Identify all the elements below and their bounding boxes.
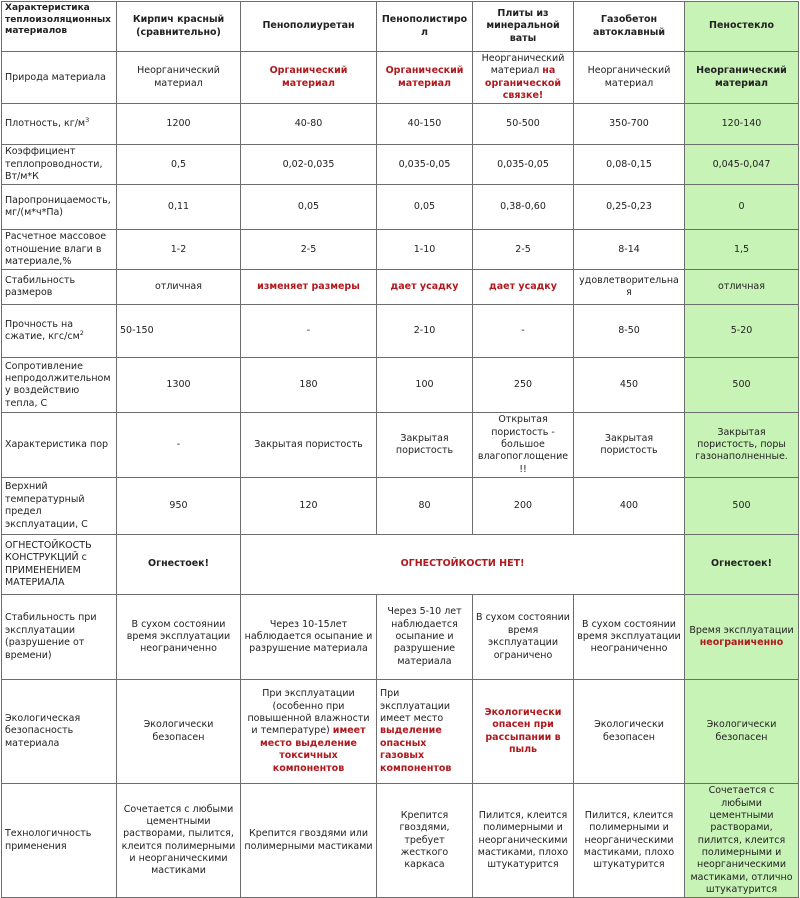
- table-row: [2, 104, 799, 145]
- property-label-text: Характеристика пор: [5, 439, 109, 451]
- corner-header: Характеристика теплоизоляционных материалов: [2, 2, 117, 52]
- value-cell: [574, 52, 685, 104]
- cell-text: 950: [169, 499, 188, 511]
- property-label-text: ОГНЕСТОЙКОСТЬ КОНСТРУКЦИЙ с ПРИМЕНЕНИЕМ МАТЕРИАЛА: [5, 539, 92, 588]
- cell-text: отличная: [155, 281, 202, 293]
- cell-text: Неорганический материал: [137, 65, 220, 89]
- cell-text: 2-10: [413, 325, 436, 337]
- cell-text: Время эксплуатации: [689, 624, 794, 636]
- cell-text: 0,25-0,23: [606, 201, 652, 213]
- value-cell-foamglass: [685, 413, 799, 478]
- value-cell: [241, 784, 377, 898]
- value-cell: [473, 145, 574, 185]
- table-row: [2, 535, 799, 595]
- table-row: [2, 784, 799, 898]
- value-cell: [377, 358, 473, 413]
- value-cell: [241, 413, 377, 478]
- value-cell-foamglass: [685, 680, 799, 784]
- cell-text: -: [176, 439, 181, 451]
- warning-text: выделение опасных газовых компонентов: [380, 725, 452, 774]
- cell-text: В сухом состоянии время эксплуатации ограничено: [476, 612, 570, 661]
- warning-text: дает усадку: [390, 281, 459, 293]
- property-label: [2, 680, 117, 784]
- warning-text: Экологически опасен при рассыпании в пыль: [484, 706, 562, 755]
- value-cell: [473, 230, 574, 270]
- value-cell: [473, 595, 574, 680]
- cell-text: 500: [732, 499, 751, 511]
- value-cell: [241, 185, 377, 230]
- value-cell: [377, 305, 473, 358]
- cell-text: Неорганический материал: [696, 65, 787, 89]
- property-label: [2, 478, 117, 535]
- cell-text: 0,11: [167, 201, 190, 213]
- cell-text: 0,5: [170, 158, 187, 170]
- cell-text: 2-5: [300, 243, 317, 255]
- material-header: Плиты из минеральной ваты: [473, 2, 574, 52]
- cell-text: 250: [513, 379, 533, 391]
- value-cell: [473, 413, 574, 478]
- warning-text: Органический материал: [385, 65, 464, 89]
- property-label-text: Верхний температурный предел эксплуатации, С: [5, 481, 88, 530]
- property-label: [2, 413, 117, 478]
- value-cell: [377, 680, 473, 784]
- cell-text: При эксплуатации имеет место: [380, 688, 451, 725]
- property-label-text: Плотность, кг/м: [5, 118, 86, 130]
- value-cell: [117, 305, 241, 358]
- value-cell: [117, 270, 241, 305]
- warning-text: на органической связке!: [484, 65, 562, 102]
- property-label: [2, 358, 117, 413]
- value-cell: [241, 358, 377, 413]
- property-label-text: Технологичность применения: [5, 828, 92, 852]
- table-row: [2, 270, 799, 305]
- value-cell: [377, 595, 473, 680]
- cell-text: 8-50: [618, 325, 640, 337]
- cell-text: 120: [299, 499, 318, 511]
- cell-text: Через 5-10 лет наблюдается осыпание и разрушение материала: [387, 606, 462, 667]
- cell-text: 1-10: [413, 243, 436, 255]
- value-cell: [377, 104, 473, 145]
- value-cell: [473, 104, 574, 145]
- cell-text: 0: [738, 201, 745, 213]
- cell-text: 180: [299, 379, 318, 391]
- value-cell: [574, 784, 685, 898]
- property-label: [2, 185, 117, 230]
- cell-text: 0,08-0,15: [606, 158, 652, 170]
- value-cell: [377, 784, 473, 898]
- property-label: [2, 595, 117, 680]
- value-cell: [574, 145, 685, 185]
- cell-text: 50-500: [506, 118, 540, 130]
- material-header: Пенополистирол: [377, 2, 473, 52]
- warning-text: дает усадку: [489, 281, 557, 293]
- cell-text: Сочетается с любыми цементными растворами, пылится, клеится полимерными и неорганическими мастиками: [121, 803, 236, 877]
- value-cell: [377, 413, 473, 478]
- value-cell: [117, 185, 241, 230]
- cell-text: Пилится, клеится полимерными и неорганическими мастиками, плохо штукатурится: [477, 809, 569, 871]
- cell-text: Экологически безопасен: [143, 719, 214, 743]
- value-cell: [377, 145, 473, 185]
- cell-text: 350-700: [609, 118, 649, 130]
- cell-text: Сочетается с любыми цементными растворами, пилится, клеится полимерными и неорганическими мастиками, отлично штукатурится: [690, 785, 793, 895]
- value-cell-foamglass: [685, 478, 799, 535]
- value-cell: [473, 478, 574, 535]
- value-cell: [574, 104, 685, 145]
- property-label-text: Расчетное массовое отношение влаги в материале,%: [5, 231, 107, 268]
- value-cell-foamglass: [685, 185, 799, 230]
- fire-resistance-none-cell: ОГНЕСТОЙКОСТИ НЕТ!: [241, 535, 685, 595]
- value-cell: [473, 680, 574, 784]
- table-row: [2, 185, 799, 230]
- fire-resistance-cell-foamglass: Огнестоек!: [685, 535, 799, 595]
- value-cell: [241, 478, 377, 535]
- table-row: [2, 305, 799, 358]
- property-label: [2, 230, 117, 270]
- value-cell-foamglass: [685, 270, 799, 305]
- cell-text: 1,5: [733, 243, 750, 255]
- value-cell: [473, 358, 574, 413]
- value-cell: [574, 270, 685, 305]
- value-cell: [574, 595, 685, 680]
- cell-text: Неорганический материал: [587, 65, 671, 89]
- value-cell-foamglass: [685, 358, 799, 413]
- table-row: [2, 230, 799, 270]
- value-cell: [574, 185, 685, 230]
- cell-text: 500: [732, 379, 751, 391]
- cell-text: Крепится гвоздями, требует жесткого каркаса: [399, 809, 450, 871]
- property-label-text: Коэффициент теплопроводности, Вт/м*К: [5, 146, 103, 183]
- value-cell: [377, 270, 473, 305]
- cell-text: В сухом состоянии время эксплуатации неограниченно: [126, 618, 231, 655]
- warning-text: изменяет размеры: [257, 281, 360, 293]
- property-label: [2, 104, 117, 145]
- value-cell: [241, 52, 377, 104]
- property-label: [2, 535, 117, 595]
- table-row: [2, 52, 799, 104]
- cell-text: Экологически безопасен: [594, 719, 664, 743]
- cell-text: 400: [619, 499, 639, 511]
- cell-text: Закрытая пористость, поры газонаполненные.: [695, 426, 788, 463]
- value-cell: [473, 784, 574, 898]
- cell-text: 1-2: [170, 243, 187, 255]
- cell-text: 5-20: [730, 325, 753, 337]
- property-label: [2, 270, 117, 305]
- cell-text: -: [306, 325, 311, 337]
- value-cell: [117, 230, 241, 270]
- material-header: Газобетон автоклавный: [574, 2, 685, 52]
- property-label-text: Стабильность при эксплуатации (разрушение от времени): [5, 612, 97, 661]
- value-cell: [377, 185, 473, 230]
- table-body: [2, 52, 799, 898]
- value-cell: [117, 52, 241, 104]
- cell-text: 2-5: [515, 243, 531, 255]
- cell-text: В сухом состоянии время эксплуатации неограниченно: [577, 618, 681, 655]
- property-label-text: Сопротивление непродолжительному воздействию тепла, С: [5, 360, 111, 409]
- cell-text: 0,38-0,60: [500, 201, 546, 213]
- cell-text: -: [521, 325, 525, 337]
- warning-text: неограниченно: [699, 637, 784, 649]
- cell-text: 0,035-0,05: [497, 158, 549, 170]
- value-cell: [117, 145, 241, 185]
- value-cell: [241, 305, 377, 358]
- value-cell: [241, 595, 377, 680]
- warning-text: имеет место выделение токсичных компонентов: [260, 725, 366, 774]
- cell-text: 8-14: [618, 243, 640, 255]
- cell-text: Закрытая пористость: [600, 432, 658, 457]
- property-label-text: Природа материала: [5, 71, 106, 83]
- table-row: [2, 145, 799, 185]
- value-cell: [574, 230, 685, 270]
- cell-text: Пилится, клеится полимерными и неорганическими мастиками, плохо штукатурится: [583, 809, 675, 871]
- header-row: [2, 2, 799, 52]
- value-cell: [574, 358, 685, 413]
- cell-text: 200: [513, 499, 533, 511]
- cell-text: 80: [418, 499, 431, 511]
- value-cell: [473, 52, 574, 104]
- value-cell: [117, 478, 241, 535]
- value-cell-foamglass: [685, 305, 799, 358]
- warning-text: Органический материал: [269, 65, 348, 89]
- value-cell: [574, 413, 685, 478]
- value-cell: [117, 680, 241, 784]
- property-label: [2, 52, 117, 104]
- property-label-text: Паропроницаемость, мг/(м*ч*Па): [5, 195, 111, 219]
- value-cell: [377, 230, 473, 270]
- property-label: [2, 145, 117, 185]
- value-cell-foamglass: [685, 145, 799, 185]
- unit-superscript: 2: [79, 329, 84, 338]
- cell-text: 0,045-0,047: [712, 158, 771, 170]
- value-cell: [574, 305, 685, 358]
- property-label-text: Экологическая безопасность материала: [5, 713, 81, 749]
- value-cell: [473, 270, 574, 305]
- value-cell: [117, 784, 241, 898]
- value-cell: [574, 680, 685, 784]
- cell-text: При эксплуатации (особенно при повышенной влажности и температуре): [247, 688, 370, 737]
- material-header: Кирпич красный (сравнительно): [117, 2, 241, 52]
- cell-text: Закрытая пористость: [254, 439, 363, 451]
- cell-text: 100: [415, 379, 434, 391]
- value-cell: [241, 145, 377, 185]
- table-row: [2, 413, 799, 478]
- material-header: Пенополиуретан: [241, 2, 377, 52]
- value-cell: [377, 52, 473, 104]
- value-cell: [241, 230, 377, 270]
- table-row: [2, 595, 799, 680]
- cell-text: Неорганический материал: [481, 53, 565, 77]
- cell-text: 0,05: [413, 201, 436, 213]
- table-row: [2, 358, 799, 413]
- property-label-text: Прочность на сжатие, кгс/см: [5, 319, 80, 343]
- cell-text: 1200: [166, 118, 191, 130]
- cell-text: 40-150: [407, 118, 442, 130]
- value-cell: [473, 305, 574, 358]
- cell-text: 40-80: [294, 118, 323, 130]
- value-cell-foamglass: [685, 595, 799, 680]
- material-header-foamglass: Пеностекло: [685, 2, 799, 52]
- cell-text: 120-140: [721, 118, 762, 130]
- value-cell: [117, 104, 241, 145]
- value-cell-foamglass: [685, 104, 799, 145]
- cell-text: 50-150: [120, 325, 154, 337]
- table-row: [2, 478, 799, 535]
- value-cell: [117, 595, 241, 680]
- value-cell: [574, 478, 685, 535]
- cell-text: Экологически безопасен: [706, 719, 777, 743]
- table-row: [2, 680, 799, 784]
- value-cell: [241, 680, 377, 784]
- property-label-text: Стабильность размеров: [5, 275, 76, 299]
- value-cell-foamglass: [685, 52, 799, 104]
- value-cell: [117, 358, 241, 413]
- property-label: [2, 305, 117, 358]
- cell-text: Закрытая пористость: [395, 432, 454, 457]
- cell-text: отличная: [718, 281, 765, 293]
- cell-text: Через 10-15лет наблюдается осыпание и разрушение материала: [244, 618, 373, 655]
- value-cell: [241, 104, 377, 145]
- cell-text: Открытая пористость - большое влагопоглощение!!: [477, 414, 569, 475]
- cell-text: 450: [619, 379, 639, 391]
- property-label: [2, 784, 117, 898]
- fire-resistance-cell: Огнестоек!: [117, 535, 241, 595]
- value-cell-foamglass: [685, 230, 799, 270]
- insulation-comparison-table: [1, 1, 799, 898]
- unit-superscript: 3: [85, 116, 90, 125]
- cell-text: 1300: [166, 379, 191, 391]
- value-cell-foamglass: [685, 784, 799, 898]
- value-cell: [117, 413, 241, 478]
- cell-text: 0,035-0,05: [398, 158, 451, 170]
- cell-text: 0,05: [297, 201, 320, 213]
- cell-text: 0,02-0,035: [282, 158, 335, 170]
- value-cell: [241, 270, 377, 305]
- value-cell: [377, 478, 473, 535]
- cell-text: Крепится гвоздями или полимерными мастиками: [244, 828, 373, 852]
- value-cell: [473, 185, 574, 230]
- cell-text: удовлетворительная: [579, 275, 679, 299]
